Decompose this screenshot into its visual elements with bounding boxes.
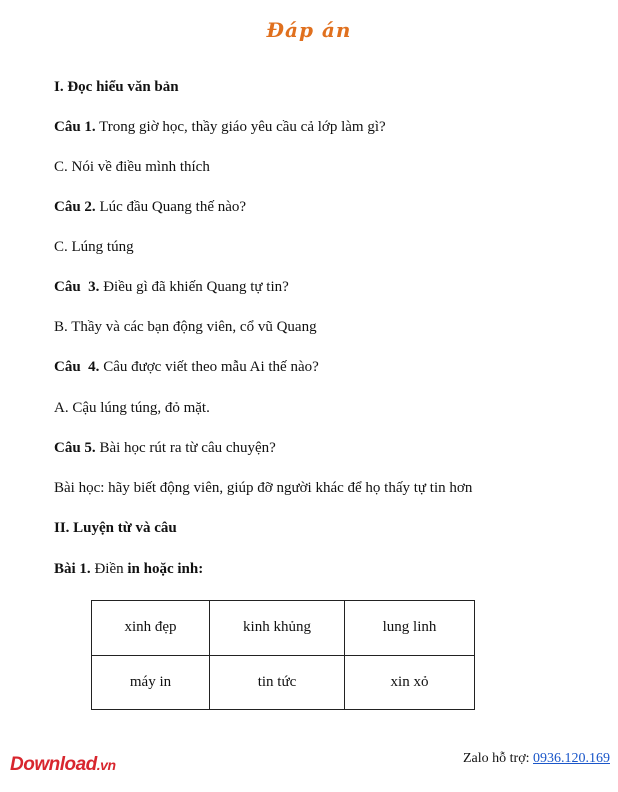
phone-link[interactable]: 0936.120.169 <box>533 751 610 766</box>
page-title: Đáp án <box>266 18 352 42</box>
question-label: Câu 2. <box>54 199 96 215</box>
question-label: Câu 1. <box>54 119 96 135</box>
question-1 <box>54 119 386 136</box>
footer-contact <box>463 751 610 767</box>
question-label: Câu 5. <box>54 440 96 456</box>
question-text: Điều gì đã khiến Quang tự tin? <box>99 279 289 295</box>
question-5 <box>54 440 276 457</box>
download-logo[interactable] <box>10 754 116 776</box>
table-cell: xinh đẹp <box>92 601 210 656</box>
logo-main: Download <box>10 754 97 775</box>
table-cell: lung linh <box>345 601 475 656</box>
question-label: Câu 3. <box>54 279 100 295</box>
table-cell: kinh khủng <box>210 601 345 656</box>
contact-label: Zalo hỗ trợ: <box>463 751 533 766</box>
question-2 <box>54 199 246 216</box>
logo-tld: .vn <box>96 757 116 773</box>
answer-1: C. Nói về điều mình thích <box>54 159 210 175</box>
question-3 <box>54 279 289 296</box>
exercise-text-bold: in hoặc inh: <box>127 561 204 577</box>
question-text: Câu được viết theo mẫu Ai thế nào? <box>99 359 319 375</box>
table-row <box>92 601 475 656</box>
table-row <box>92 655 475 710</box>
table-cell: tin tức <box>210 655 345 710</box>
answer-5: Bài học: hãy biết động viên, giúp đỡ người khác để họ thấy tự tin hơn <box>54 480 473 496</box>
section-heading-vocab: II. Luyện từ và câu <box>54 520 177 536</box>
question-text: Bài học rút ra từ câu chuyện? <box>95 440 276 456</box>
section-heading-reading: I. Đọc hiểu văn bản <box>54 79 179 95</box>
answer-3: B. Thầy và các bạn động viên, cổ vũ Quang <box>54 319 317 335</box>
word-table <box>91 600 475 710</box>
question-label: Câu 4. <box>54 359 100 375</box>
exercise-1-prompt <box>54 561 203 578</box>
exercise-label: Bài 1. <box>54 561 91 577</box>
question-4 <box>54 359 319 376</box>
question-text: Trong giờ học, thầy giáo yêu cầu cả lớp làm gì? <box>95 119 386 135</box>
answer-4: A. Cậu lúng túng, đỏ mặt. <box>54 400 210 416</box>
exercise-text: Điền <box>90 561 128 577</box>
question-text: Lúc đầu Quang thế nào? <box>95 199 247 215</box>
table-cell: xin xỏ <box>345 655 475 710</box>
table-cell: máy in <box>92 655 210 710</box>
answer-2: C. Lúng túng <box>54 239 134 255</box>
